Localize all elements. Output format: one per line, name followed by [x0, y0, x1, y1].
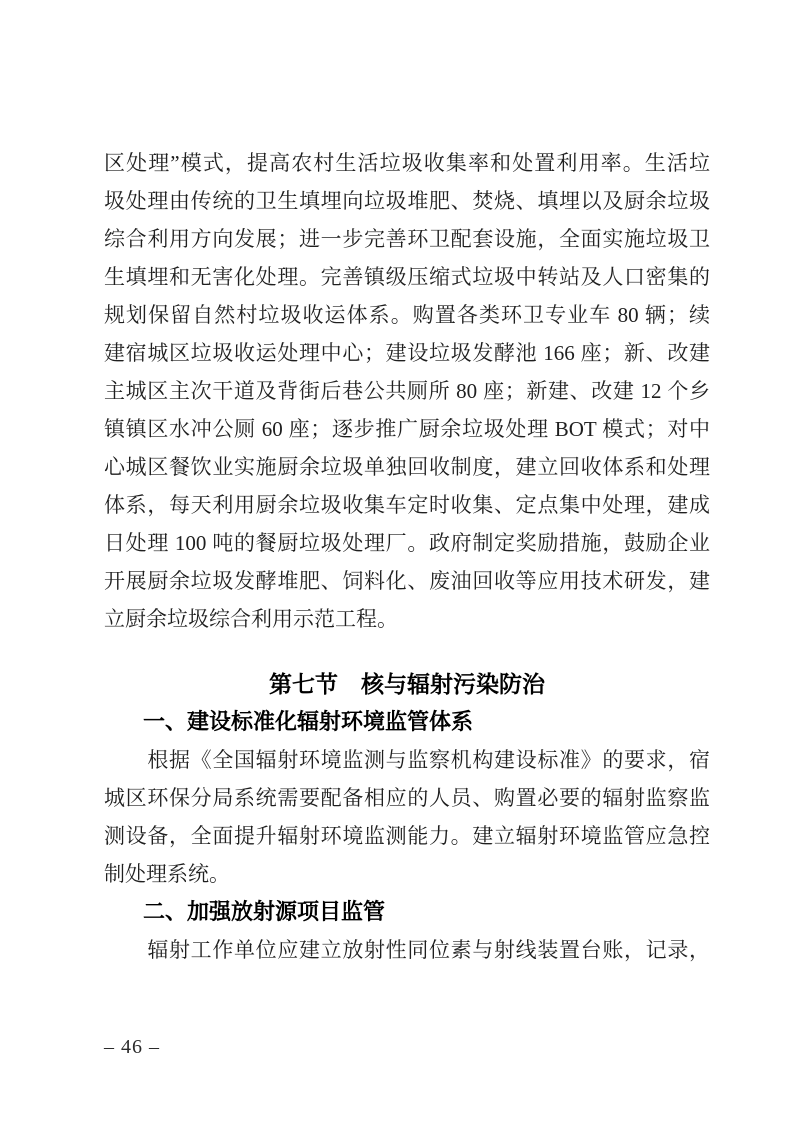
text-line: 生填埋和无害化处理。完善镇级压缩式垃圾中转站及人口密集的	[104, 265, 710, 289]
text-line: 城区环保分局系统需要配备相应的人员、购置必要的辐射监察监	[104, 786, 710, 810]
text-line: 主城区主次干道及背街后巷公共厕所 80 座；新建、改建 12 个乡	[104, 379, 710, 403]
subheading-radioactive-source-supervision: 二、加强放射源项目监管	[143, 899, 386, 924]
text-line: 镇镇区水冲公厕 60 座；逐步推广厨余垃圾处理 BOT 模式；对中	[104, 417, 710, 441]
text-line: 体系，每天利用厨余垃圾收集车定时收集、定点集中处理，建成	[104, 493, 710, 517]
page-number: – 46 –	[104, 1036, 160, 1058]
paragraph-waste-treatment	[104, 144, 710, 638]
subheading-radiation-monitoring-system: 一、建设标准化辐射环境监管体系	[143, 709, 474, 734]
text-line: 规划保留自然村垃圾收运体系。购置各类环卫专业车 80 辆；续	[104, 303, 710, 327]
text-line: 综合利用方向发展；进一步完善环卫配套设施，全面实施垃圾卫	[104, 227, 710, 251]
text-line: 圾处理由传统的卫生填埋向垃圾堆肥、焚烧、填埋以及厨余垃圾	[104, 189, 710, 213]
text-line: 心城区餐饮业实施厨余垃圾单独回收制度，建立回收体系和处理	[104, 455, 710, 479]
paragraph-radiation-work-units	[104, 931, 710, 969]
text-line: 建宿城区垃圾收运处理中心；建设垃圾发酵池 166 座；新、改建	[104, 341, 710, 365]
text-line: 根据《全国辐射环境监测与监察机构建设标准》的要求，宿	[104, 748, 710, 772]
paragraph-radiation-monitoring	[104, 741, 710, 893]
text-line: 开展厨余垃圾发酵堆肥、饲料化、废油回收等应用技术研发，建	[104, 569, 710, 593]
text-line: 区处理”模式，提高农村生活垃圾收集率和处置利用率。生活垃	[104, 151, 710, 175]
text-line: 立厨余垃圾综合利用示范工程。	[104, 607, 398, 631]
text-line: 制处理系统。	[104, 862, 230, 886]
text-line: 日处理 100 吨的餐厨垃圾处理厂。政府制定奖励措施，鼓励企业	[104, 531, 710, 555]
section-heading: 第七节 核与辐射污染防治	[269, 671, 545, 697]
page-content	[104, 144, 710, 969]
text-line: 辐射工作单位应建立放射性同位素与射线装置台账，记录，	[104, 938, 710, 962]
text-line: 测设备，全面提升辐射环境监测能力。建立辐射环境监管应急控	[104, 824, 710, 848]
